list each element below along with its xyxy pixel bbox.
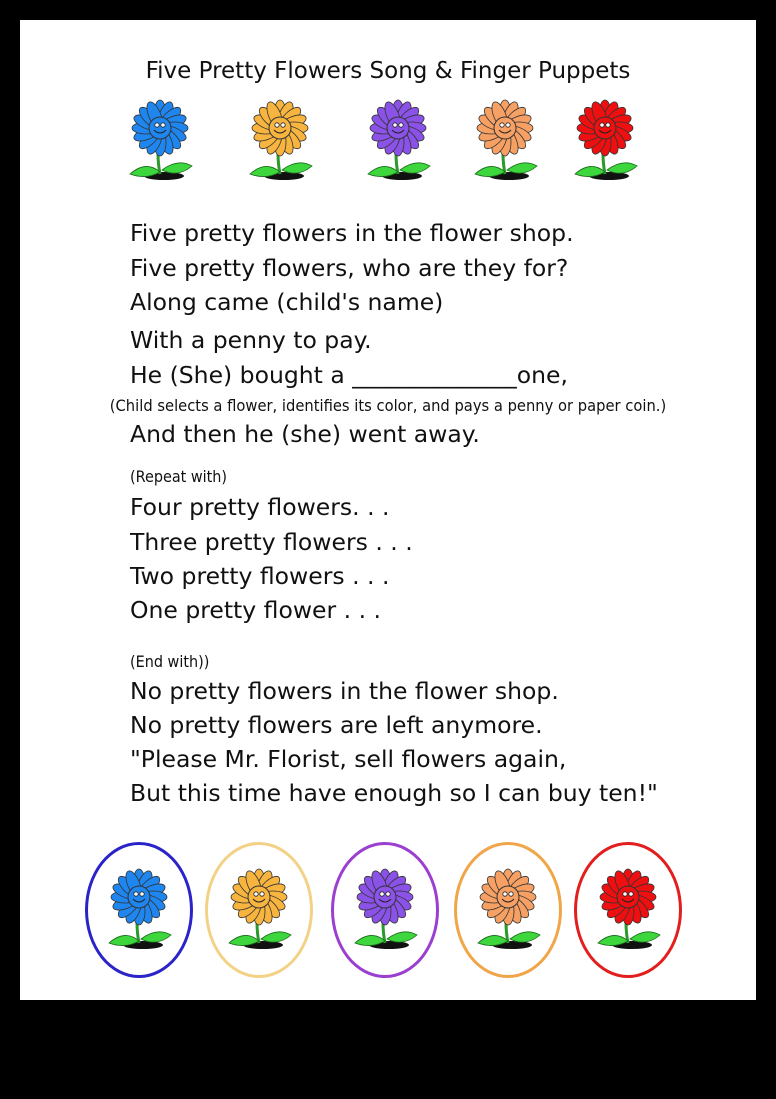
repeat-line: Three pretty flowers . . . [130,528,413,556]
purple-flower-icon [358,98,438,186]
red-finger-puppet [574,842,682,978]
end-line: No pretty flowers in the flower shop. [130,677,559,705]
repeat-line: Two pretty flowers . . . [130,562,390,590]
end-line: But this time have enough so I can buy ten!" [130,779,658,807]
purple-flower-icon [345,867,425,955]
verse-line: He (She) bought a ______________one, [130,361,568,389]
verse-line: And then he (she) went away. [130,420,480,448]
end-label: (End with)) [130,652,210,671]
purple-finger-puppet [331,842,439,978]
orange-finger-puppet [454,842,562,978]
orange-flower-icon [465,98,545,186]
song-sheet-page [20,20,756,1000]
blue-flower-icon [120,98,200,186]
repeat-line: Four pretty flowers. . . [130,493,390,521]
yellow-flower-icon [219,867,299,955]
page-title: Five Pretty Flowers Song & Finger Puppets [145,58,631,84]
end-line: "Please Mr. Florist, sell flowers again, [130,745,567,773]
blue-finger-puppet [85,842,193,978]
verse-line: Five pretty flowers, who are they for? [130,254,569,282]
red-flower-icon [565,98,645,186]
end-line: No pretty flowers are left anymore. [130,711,543,739]
blue-flower-icon [99,867,179,955]
red-flower-icon [588,867,668,955]
yellow-flower-icon [240,98,320,186]
verse-line: Along came (child's name) [130,288,444,316]
repeat-line: One pretty flower . . . [130,596,381,624]
instruction-note: (Child selects a flower, identifies its color, and pays a penny or paper coin.) [109,396,667,415]
orange-flower-icon [468,867,548,955]
yellow-finger-puppet [205,842,313,978]
verse-line: With a penny to pay. [130,326,372,354]
verse-line: Five pretty flowers in the flower shop. [130,219,574,247]
repeat-label: (Repeat with) [130,467,228,486]
